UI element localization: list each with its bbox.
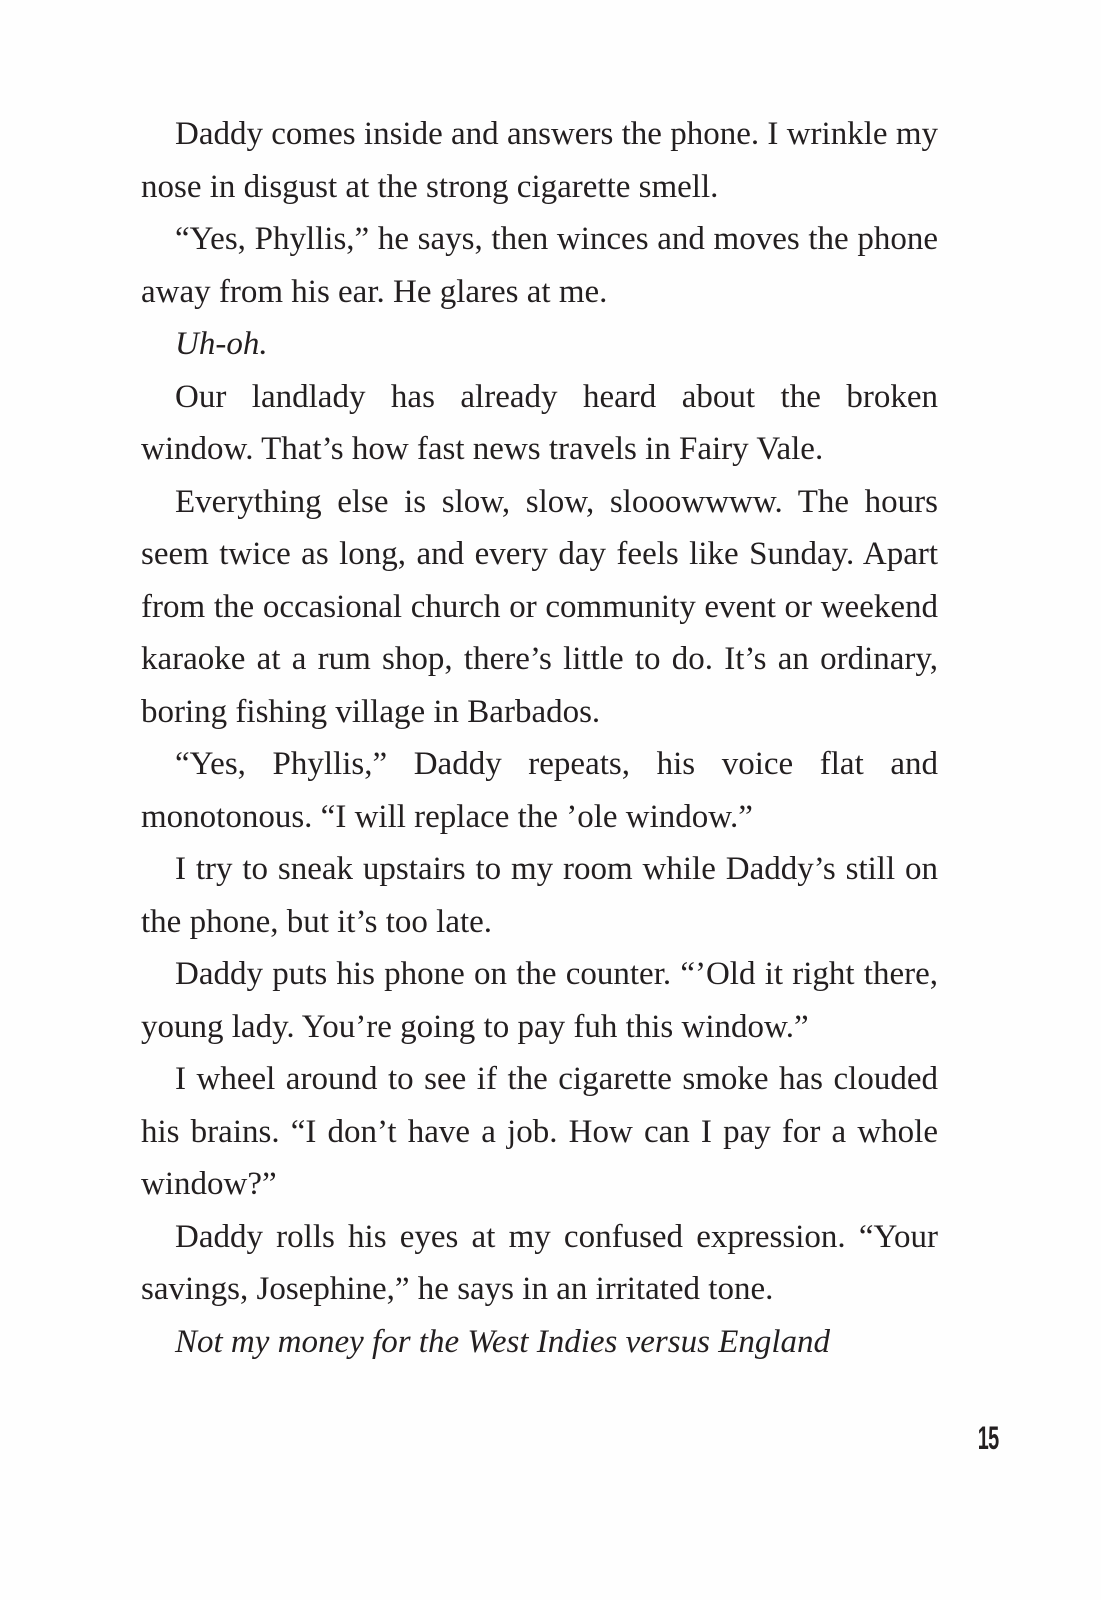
paragraph: “Yes, Phyllis,” Daddy repeats, his voice flat and monotonous. “I will replace the ’ole window.”	[141, 746, 938, 835]
paragraph-italic: Uh-oh.	[175, 326, 268, 362]
paragraph: Daddy rolls his eyes at my confused expression. “Your savings, Josephine,” he says in an irritated tone.	[141, 1218, 938, 1307]
paragraph: I wheel around to see if the cigarette smoke has clouded his brains. “I don’t have a job. How can I pay for a whole window?”	[141, 1061, 938, 1202]
body-text	[141, 108, 938, 1368]
paragraph: I try to sneak upstairs to my room while Daddy’s still on the phone, but it’s too late.	[141, 851, 938, 940]
paragraph-italic: Not my money for the West Indies versus England	[175, 1323, 831, 1360]
page-number: 15	[977, 1420, 999, 1456]
paragraph: Daddy puts his phone on the counter. “’Old it right there, young lady. You’re going to pay fuh this window.”	[141, 956, 938, 1045]
paragraph: Daddy comes inside and answers the phone. I wrinkle my nose in disgust at the strong cigarette smell.	[141, 116, 938, 205]
paragraph: “Yes, Phyllis,” he says, then winces and moves the phone away from his ear. He glares at me.	[141, 221, 938, 310]
paragraph: Our landlady has already heard about the broken window. That’s how fast news travels in Fairy Vale.	[141, 378, 938, 467]
paragraph: Everything else is slow, slow, slooowwww. The hours seem twice as long, and every day feels like Sunday. Apart from the occasional church or community event or weekend karaoke at a rum shop, there’s little to do. It’s an ordinary, boring fishing village in Barbados.	[141, 483, 938, 730]
